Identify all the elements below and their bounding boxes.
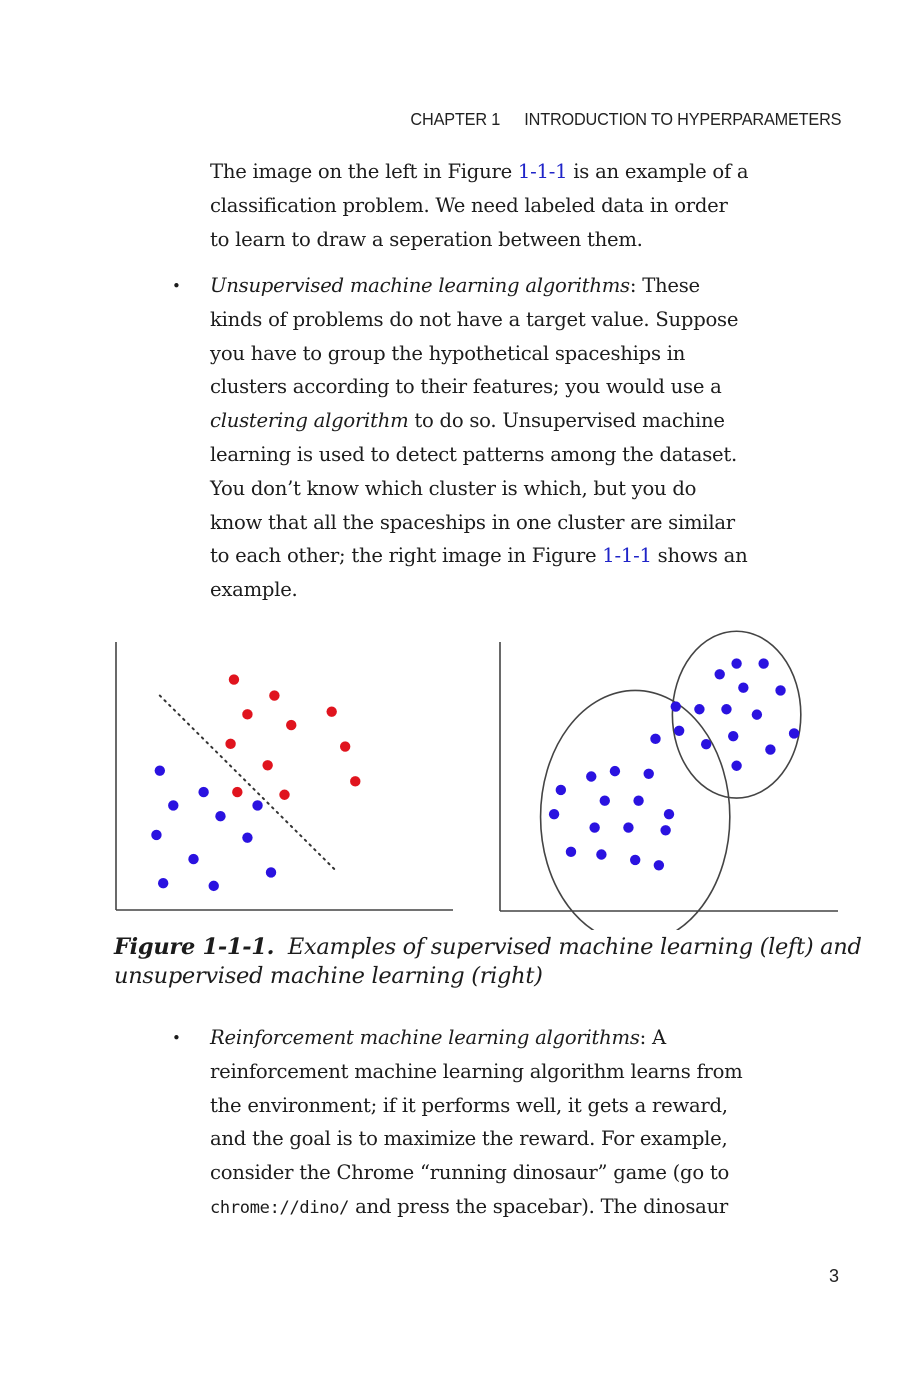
text-line: reinforcement machine learning algorithm learns from xyxy=(210,1059,743,1083)
data-point-cluster-2 xyxy=(752,709,762,719)
data-point-cluster-1 xyxy=(664,809,674,819)
caption-text: unsupervised machine learning (right) xyxy=(114,963,543,989)
data-point-cluster-1 xyxy=(556,785,566,795)
reinforcement-paragraph xyxy=(210,1021,770,1226)
text-line: clusters according to their features; you would use a xyxy=(210,375,722,399)
data-point-cluster-1 xyxy=(589,822,599,832)
text-line: You don’t know which cluster is which, but you do xyxy=(210,476,697,500)
text-run: : These xyxy=(629,274,700,297)
text-run: and press the spacebar). The dinosaur xyxy=(349,1194,729,1218)
data-point-cluster-1 xyxy=(596,849,606,859)
figure-caption xyxy=(114,933,862,991)
data-point-cluster-2 xyxy=(701,739,711,749)
data-point-blue-class xyxy=(266,867,276,877)
text-line: the environment; if it performs well, it gets a reward, xyxy=(210,1093,728,1117)
data-point-cluster-2 xyxy=(728,731,738,741)
text-line: example. xyxy=(210,578,298,602)
data-point-blue-class xyxy=(215,811,225,821)
cluster-boundary-circle-1 xyxy=(541,690,730,930)
data-point-cluster-2 xyxy=(715,669,725,679)
supervised-plot xyxy=(116,642,453,910)
data-point-blue-class xyxy=(252,800,262,810)
data-point-blue-class xyxy=(158,878,168,888)
figure-1-1-1 xyxy=(105,630,850,930)
text-run: The image on the left in Figure xyxy=(210,160,518,183)
page-number: 3 xyxy=(828,1266,839,1286)
data-point-blue-class xyxy=(198,787,208,797)
term-reinforcement: Reinforcement machine learning algorithms xyxy=(210,1026,640,1049)
text-line: and the goal is to maximize the reward. For example, xyxy=(210,1127,728,1151)
data-point-red-class xyxy=(340,741,350,751)
text-line: classification problem. We need labeled data in order xyxy=(210,193,728,217)
data-point-cluster-1 xyxy=(566,847,576,857)
figure-reference-link[interactable]: 1-1-1 xyxy=(602,544,652,568)
data-point-red-class xyxy=(232,787,242,797)
intro-paragraph xyxy=(210,155,770,256)
term-clustering: clustering algorithm xyxy=(210,409,409,433)
data-point-cluster-1 xyxy=(586,771,596,781)
text-line: consider the Chrome “running dinosaur” game (go to xyxy=(210,1161,730,1185)
data-point-cluster-1 xyxy=(600,796,610,806)
term-unsupervised: Unsupervised machine learning algorithms xyxy=(210,274,630,297)
data-point-blue-class xyxy=(151,830,161,840)
data-point-cluster-1 xyxy=(549,809,559,819)
data-point-cluster-2 xyxy=(674,726,684,736)
text-run: shows an xyxy=(651,544,748,568)
data-point-red-class xyxy=(350,776,360,786)
text-line: know that all the spaceships in one cluster are similar xyxy=(210,510,735,534)
data-point-red-class xyxy=(262,760,272,770)
data-point-cluster-1 xyxy=(623,822,633,832)
data-point-cluster-2 xyxy=(758,658,768,668)
data-point-cluster-2 xyxy=(671,701,681,711)
data-point-cluster-1 xyxy=(644,769,654,779)
text-line: learning is used to detect patterns among the dataset. xyxy=(210,442,737,466)
data-point-blue-class xyxy=(168,800,178,810)
text-line: kinds of problems do not have a target value. Suppose xyxy=(210,307,739,331)
data-point-cluster-2 xyxy=(738,683,748,693)
chapter-label: CHAPTER 1 xyxy=(410,109,500,129)
figure-svg xyxy=(105,630,850,930)
data-point-blue-class xyxy=(155,765,165,775)
data-point-cluster-2 xyxy=(765,744,775,754)
data-point-cluster-1 xyxy=(633,796,643,806)
data-point-cluster-2 xyxy=(789,728,799,738)
text-run: to do so. Unsupervised machine xyxy=(408,409,725,433)
data-point-cluster-1 xyxy=(650,734,660,744)
figure-reference-link[interactable]: 1-1-1 xyxy=(517,160,568,183)
data-point-cluster-2 xyxy=(731,761,741,771)
text-run: to each other; the right image in Figure xyxy=(210,544,603,568)
text-line: you have to group the hypothetical spaceships in xyxy=(210,341,686,365)
text-run: : A xyxy=(639,1026,666,1049)
data-point-cluster-1 xyxy=(654,860,664,870)
data-point-red-class xyxy=(225,739,235,749)
decision-boundary-line xyxy=(160,696,335,870)
data-point-red-class xyxy=(269,690,279,700)
chapter-title: INTRODUCTION TO HYPERPARAMETERS xyxy=(523,109,841,129)
data-point-cluster-2 xyxy=(775,685,785,695)
text-line: to learn to draw a seperation between them. xyxy=(210,227,643,251)
data-point-blue-class xyxy=(242,832,252,842)
data-point-red-class xyxy=(326,706,336,716)
data-point-red-class xyxy=(242,709,252,719)
caption-label: Figure 1-1-1. xyxy=(114,934,275,960)
data-point-cluster-2 xyxy=(721,704,731,714)
data-point-cluster-1 xyxy=(610,766,620,776)
code-url: chrome://dino/ xyxy=(210,1197,350,1218)
data-point-cluster-1 xyxy=(630,855,640,865)
bullet-icon: • xyxy=(172,277,181,295)
data-point-cluster-2 xyxy=(694,704,704,714)
unsupervised-paragraph xyxy=(210,269,770,607)
text-run: is an example of a xyxy=(567,160,749,183)
data-point-red-class xyxy=(279,790,289,800)
caption-text: Examples of supervised machine learning (left) and xyxy=(274,934,862,960)
running-head xyxy=(410,109,841,130)
data-point-red-class xyxy=(286,720,296,730)
data-point-cluster-1 xyxy=(660,825,670,835)
data-point-cluster-2 xyxy=(731,658,741,668)
bullet-icon: • xyxy=(172,1029,181,1047)
data-point-blue-class xyxy=(209,881,219,891)
unsupervised-plot xyxy=(500,631,838,930)
data-point-red-class xyxy=(229,674,239,684)
data-point-blue-class xyxy=(188,854,198,864)
